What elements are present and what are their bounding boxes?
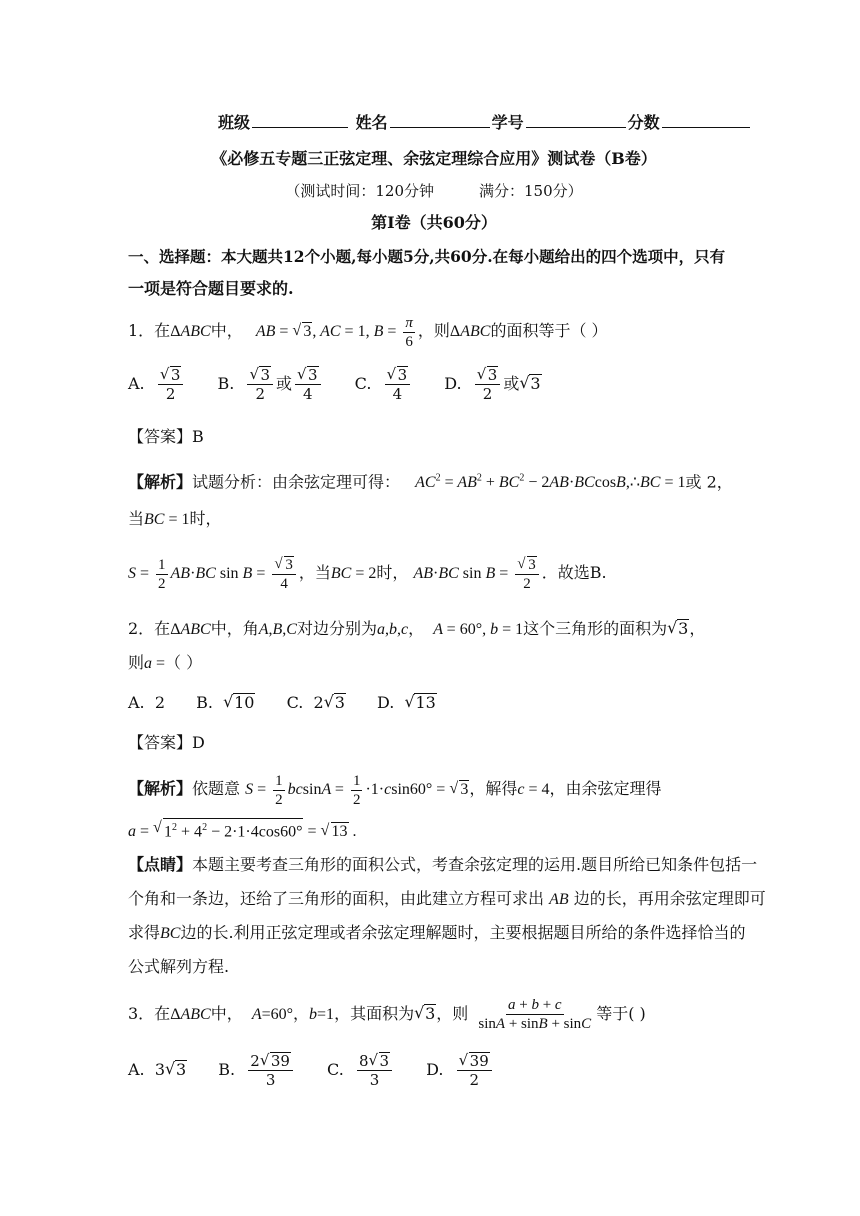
question-1 [128, 314, 740, 351]
q3-option-d[interactable]: D. √ $\frac{39}{2}$ [426, 1052, 495, 1089]
q2-sides: a,b,c [376, 621, 409, 638]
q2-line2 [128, 652, 740, 675]
q2-note-4: 公式解列方程. [128, 957, 230, 976]
class-blank [252, 113, 348, 128]
id-label: 学号 [491, 113, 524, 132]
q1-answer: 【答案】B [128, 427, 204, 446]
section-intro-1: 一、选择题：本大题共12个小题,每小题5分,共60分.在每小题给出的四个选项中，只有 [128, 247, 726, 266]
q2-analysis-tag: 【解析】 [128, 779, 193, 799]
q2-answer: 【答案】D [128, 733, 205, 752]
name-label: 姓名 [355, 113, 388, 132]
q2-note-line1: 本题主要考查三角形的面积公式，考查余弦定理的运用.题目所给已知条件包括一 [192, 855, 758, 874]
part-title: 第Ⅰ卷（共60分） [371, 213, 497, 232]
q1-when-bc1-label: 当 [128, 509, 145, 528]
q1-option-d-label: D. [444, 374, 462, 393]
q2-option-d[interactable]: D. √ 13 [377, 692, 437, 714]
student-info-line [218, 112, 738, 134]
q2-note-line2a: 个角和一条边，还给了三角形的面积，由此建立方程可求出 [128, 889, 545, 908]
q2-analysis-mid: ，解得 [469, 779, 518, 799]
q2-option-a[interactable]: A. 2 [128, 693, 165, 712]
q2-mid4: 这个三角形的面积为 [523, 619, 668, 638]
section-intro-2: 一项是符合题目要求的. [128, 279, 294, 298]
q2-option-c-label: C. [286, 693, 304, 712]
score-label: 分数 [627, 113, 660, 132]
q1-when-bc1 [128, 508, 740, 531]
q3-option-b-label: B. [218, 1060, 236, 1079]
q3-mid: 中， [210, 1004, 243, 1023]
q3-option-c[interactable]: C. $\frac{8√ 3}{3}$ [327, 1052, 395, 1089]
q3-option-b[interactable]: B. $\frac{2√ 39}{3}$ [218, 1052, 296, 1089]
q1-option-a[interactable]: A. √ $\frac{3}{2}$ [128, 366, 186, 403]
q2-note-line3a: 求得 [128, 923, 161, 942]
q2-paren: （ ） [165, 653, 203, 672]
q1-triangle-2: ΔABC [449, 323, 491, 341]
q1-when-bc1-end: 时， [189, 509, 222, 528]
q1-option-b-label: B. [217, 374, 235, 393]
q2-result [128, 818, 740, 843]
q1-cosine-law: $AC^2 = AB^2 + BC^2$ − 2AB·BCcosB,∴BC = 1 [415, 473, 686, 492]
q3-mid3: ，则 [436, 1004, 469, 1023]
q1-bc-eq-1: BC = 1 [144, 511, 190, 528]
q1-option-c-label: C. [354, 374, 372, 393]
q1-suffix: ，则 [417, 321, 450, 341]
q2-note-line2b: 边的长，再用余弦定理即可 [573, 889, 766, 908]
q1-val-2: 2 [701, 472, 717, 492]
q2-analysis [128, 772, 740, 809]
q3-end: 等于( ) [596, 1004, 646, 1023]
q2-option-a-label: A. [128, 693, 145, 712]
q1-when-bc2: ，当 [298, 563, 331, 583]
q2-c-eq: c = 4 [517, 781, 550, 799]
q1-analysis-tag: 【解析】 [128, 472, 193, 492]
q1-options [128, 366, 740, 403]
q1-area-formula-2: AB·BC sin B = √ $\frac{3}{2}$ [413, 565, 541, 582]
q2-a-eq: a = [144, 655, 166, 672]
test-info: （测试时间：120分钟 满分：150分） [285, 182, 583, 200]
q1-when-bc2-end: 时， [376, 563, 409, 583]
q3-mid2: ，其面积为 [334, 1004, 415, 1023]
q1-option-d[interactable]: D. √ $\frac{3}{2}$ 或√ 3 [444, 366, 541, 403]
q2-bc: BC [160, 925, 181, 942]
q1-option-c[interactable]: C. √ $\frac{3}{4}$ [355, 366, 413, 403]
q2-mid1: 中，角 [210, 619, 259, 638]
q2-then: 则 [128, 653, 145, 672]
q1-triangle: ΔABC [170, 323, 211, 341]
q2-note-3 [128, 922, 746, 945]
q1-or-d: 或 [503, 374, 520, 393]
q3-triangle: ΔABC [170, 1006, 211, 1023]
q1-conditions: AB = √ 3, AC = 1, B = $\frac{\pi}{6}$ [248, 323, 418, 340]
q1-area-formula: S = $\frac{1}{2}$ AB·BC sin B = √ $\frac{3}{4}$ [128, 565, 299, 582]
q2-option-c[interactable]: C. 2√ 3 [287, 692, 346, 714]
q2-note-2 [128, 888, 766, 911]
q3-options [128, 1052, 740, 1089]
q2-note-tag: 【点睛】 [128, 855, 193, 874]
q1-mid: 中， [210, 321, 243, 341]
q2-prefix: 2．在 [128, 619, 171, 638]
q2-conditions: A = 60°, b = 1 [429, 621, 524, 638]
q2-area-formula: S = $\frac{1}{2}$ bcsinA = $\frac{1}{2}$ ·1·csin60° = √ 3 [245, 781, 469, 798]
q1-analysis-or: 或 [685, 472, 702, 492]
q1-option-b[interactable]: B. √ $\frac{3}{2}$ 或 √ $\frac{3}{4}$ [217, 366, 323, 403]
q2-option-b-label: B. [196, 693, 213, 712]
exam-title: 《必修五专题三正弦定理、余弦定理综合应用》测试卷（B卷） [211, 149, 657, 168]
class-label: 班级 [218, 113, 251, 132]
q3-prefix: 3．在 [128, 1004, 171, 1023]
q1-choose: ．故选B. [541, 563, 607, 583]
q2-mid2: 对边分别为 [296, 619, 377, 638]
q2-angles: A,B,C [258, 621, 297, 638]
q3-option-a[interactable]: A. 3√ 3 [128, 1059, 187, 1081]
q1-analysis: 【解析】试题分析：由余弦定理可得： $AC^2 = AB^2 + BC^2$ − 2AB·BCcosB,∴BC = 1或 2， [128, 472, 733, 492]
q3-option-a-label: A. [128, 1060, 145, 1079]
q3-option-c-label: C. [327, 1060, 344, 1079]
q1-option-a-label: A. [128, 374, 145, 393]
q2-analysis-end: ，由余弦定理得 [549, 779, 662, 799]
q3-option-d-label: D. [426, 1060, 444, 1079]
q2-result-formula: a = √ $1^2 + 4^2 - 2\cdot 1\cdot 4\cos 60^\circ$ = √ 13 . [128, 823, 357, 840]
q2-option-d-label: D. [376, 693, 395, 712]
score-blank [662, 113, 750, 128]
q1-or-b: 或 [276, 374, 293, 393]
q3-area: √ 3 [414, 1003, 436, 1025]
q1-bc-eq-2: BC = 2 [330, 565, 377, 583]
q2-option-b[interactable]: B. √ 10 [196, 692, 255, 714]
q2-options [128, 692, 740, 714]
q2-mid3: ， [408, 619, 425, 638]
q1-end: 的面积等于（ ） [490, 321, 608, 341]
q1-area-calc [128, 556, 740, 593]
q2-ab: AB [549, 891, 569, 908]
q2-note-1 [128, 854, 758, 876]
question-3 [128, 996, 740, 1033]
q2-triangle: ΔABC [170, 621, 211, 638]
id-blank [526, 113, 626, 128]
name-blank [390, 113, 490, 128]
q3-conditions: A=60°，b=1 [247, 1006, 335, 1023]
q3-ratio: $\frac{a + b + c}{\sin A + \sin B + \sin C}$ [478, 997, 592, 1032]
q2-note-line3b: 边的长.利用正弦定理或者余弦定理解题时，主要根据题目所给的条件选择恰当的 [180, 923, 746, 942]
q2-area-value: √ 3 [667, 618, 689, 640]
q1-prefix: 1．在 [128, 321, 171, 341]
q1-analysis-text: 试题分析：由余弦定理可得： [192, 472, 401, 492]
q2-analysis-text: 依题意 [192, 779, 241, 799]
question-2: 2．在ΔABC中，角A,B,C对边分别为a,b,c， A = 60°, b = 1这个三角形的面积为√ 3， [128, 618, 740, 641]
